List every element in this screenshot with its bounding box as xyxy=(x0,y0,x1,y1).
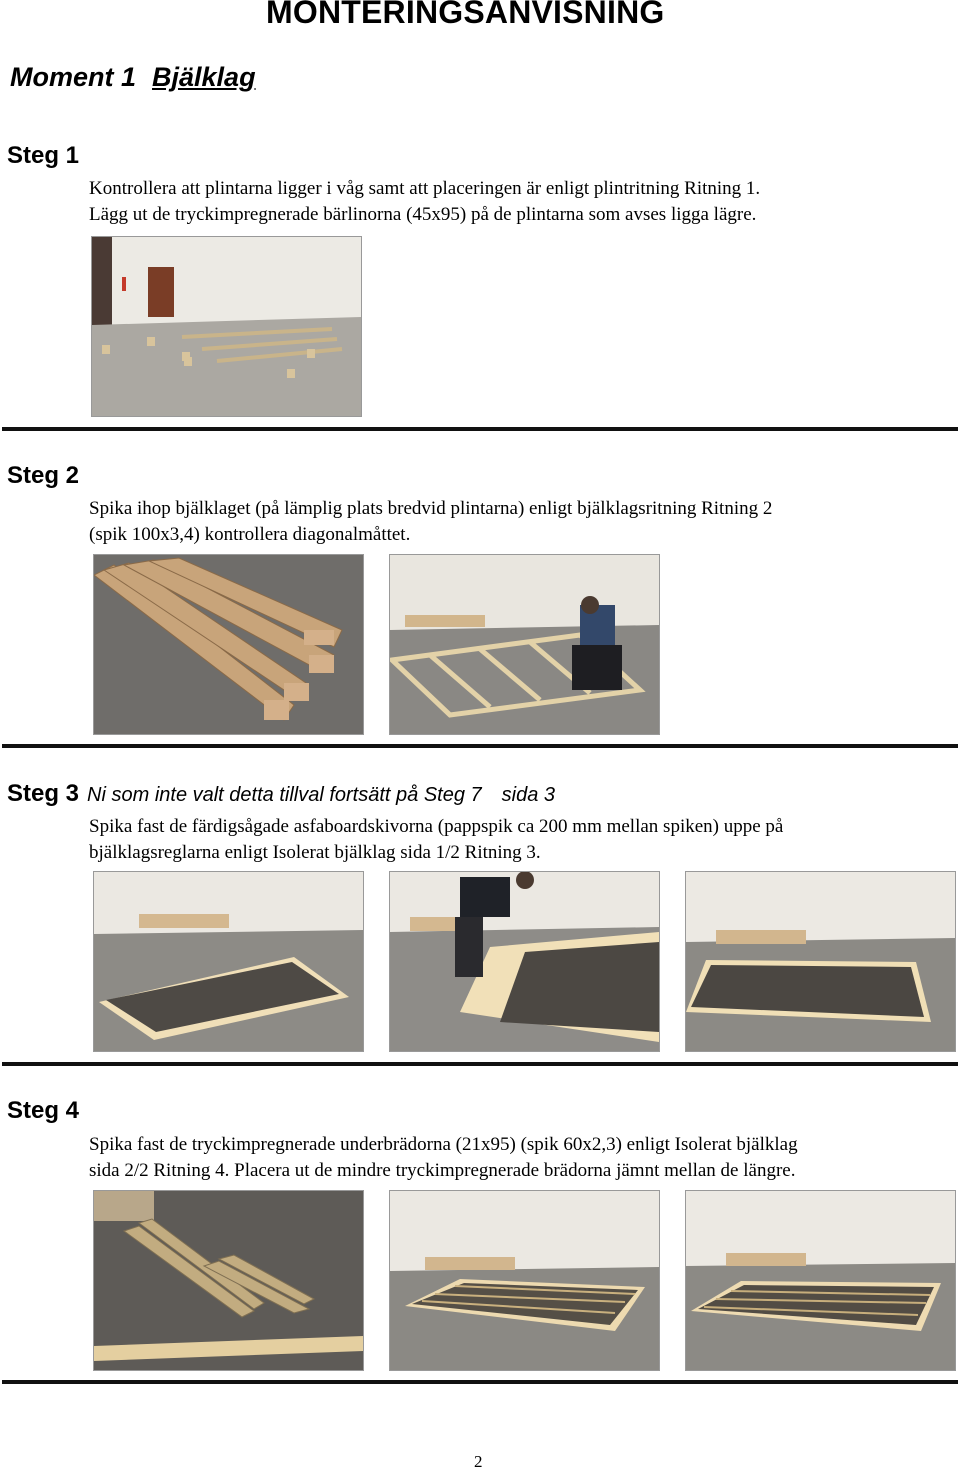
step-1-line-2: Lägg ut de tryckimpregnerade bärlinorna (45x95) på de plintarna som avses ligga lägre. xyxy=(89,204,757,225)
section-divider-3 xyxy=(2,1062,958,1066)
step-3-photo-board-1 xyxy=(93,871,364,1052)
section-divider-2 xyxy=(2,744,958,748)
step-3-label: Steg 3 xyxy=(7,780,80,807)
step-1-line-1: Kontrollera att plintarna ligger i våg samt att placeringen är enligt plintritning Ritning 1. xyxy=(89,178,761,199)
step-2-text xyxy=(89,496,949,548)
step-2-photo-lumber-stack xyxy=(93,554,364,735)
step-3-note-text: Ni som inte valt detta tillval fortsätt på Steg 7 xyxy=(87,784,482,806)
step-1-photo-plinths xyxy=(91,236,362,417)
step-3-text xyxy=(89,814,949,866)
moment-name: Bjälklag xyxy=(152,62,256,92)
step-4-photo-frame-center xyxy=(389,1190,660,1371)
step-3-heading xyxy=(7,780,555,808)
step-2-heading: Steg 2 xyxy=(7,462,80,489)
step-1-heading: Steg 1 xyxy=(7,142,80,169)
step-3-photo-board-3 xyxy=(685,871,956,1052)
step-4-text xyxy=(89,1132,949,1184)
page-number: 2 xyxy=(474,1452,483,1471)
step-2-photo-worker-frame xyxy=(389,554,660,735)
moment-label: Moment 1 xyxy=(10,62,137,92)
section-divider-1 xyxy=(2,427,958,431)
step-3-line-1: Spika fast de färdigsågade asfaboardskivorna (pappspik ca 200 mm mellan spiken) uppe på xyxy=(89,816,784,837)
step-3-note-page: sida 3 xyxy=(501,784,556,806)
moment-heading xyxy=(10,62,256,93)
step-3-photo-worker-nailing xyxy=(389,871,660,1052)
step-4-heading: Steg 4 xyxy=(7,1097,80,1124)
step-4-photo-frame-right xyxy=(685,1190,956,1371)
section-divider-4 xyxy=(2,1380,958,1384)
step-4-line-2: sida 2/2 Ritning 4. Placera ut de mindre tryckimpregnerade brädorna jämnt mellan de längre. xyxy=(89,1160,796,1181)
step-2-line-2: (spik 100x3,4) kontrollera diagonalmåttet. xyxy=(89,524,411,545)
step-4-line-1: Spika fast de tryckimpregnerade underbrädorna (21x95) (spik 60x2,3) enligt Isolerat bjälklag xyxy=(89,1134,798,1155)
step-3-skip-note xyxy=(87,784,555,806)
step-1-text xyxy=(89,176,949,228)
document-title: MONTERINGSANVISNING xyxy=(266,0,665,30)
step-4-photo-boards-on-floor xyxy=(93,1190,364,1371)
step-3-line-2: bjälklagsreglarna enligt Isolerat bjälklag sida 1/2 Ritning 3. xyxy=(89,842,541,863)
step-2-line-1: Spika ihop bjälklaget (på lämplig plats bredvid plintarna) enligt bjälklagsritning Ritning 2 xyxy=(89,498,773,519)
